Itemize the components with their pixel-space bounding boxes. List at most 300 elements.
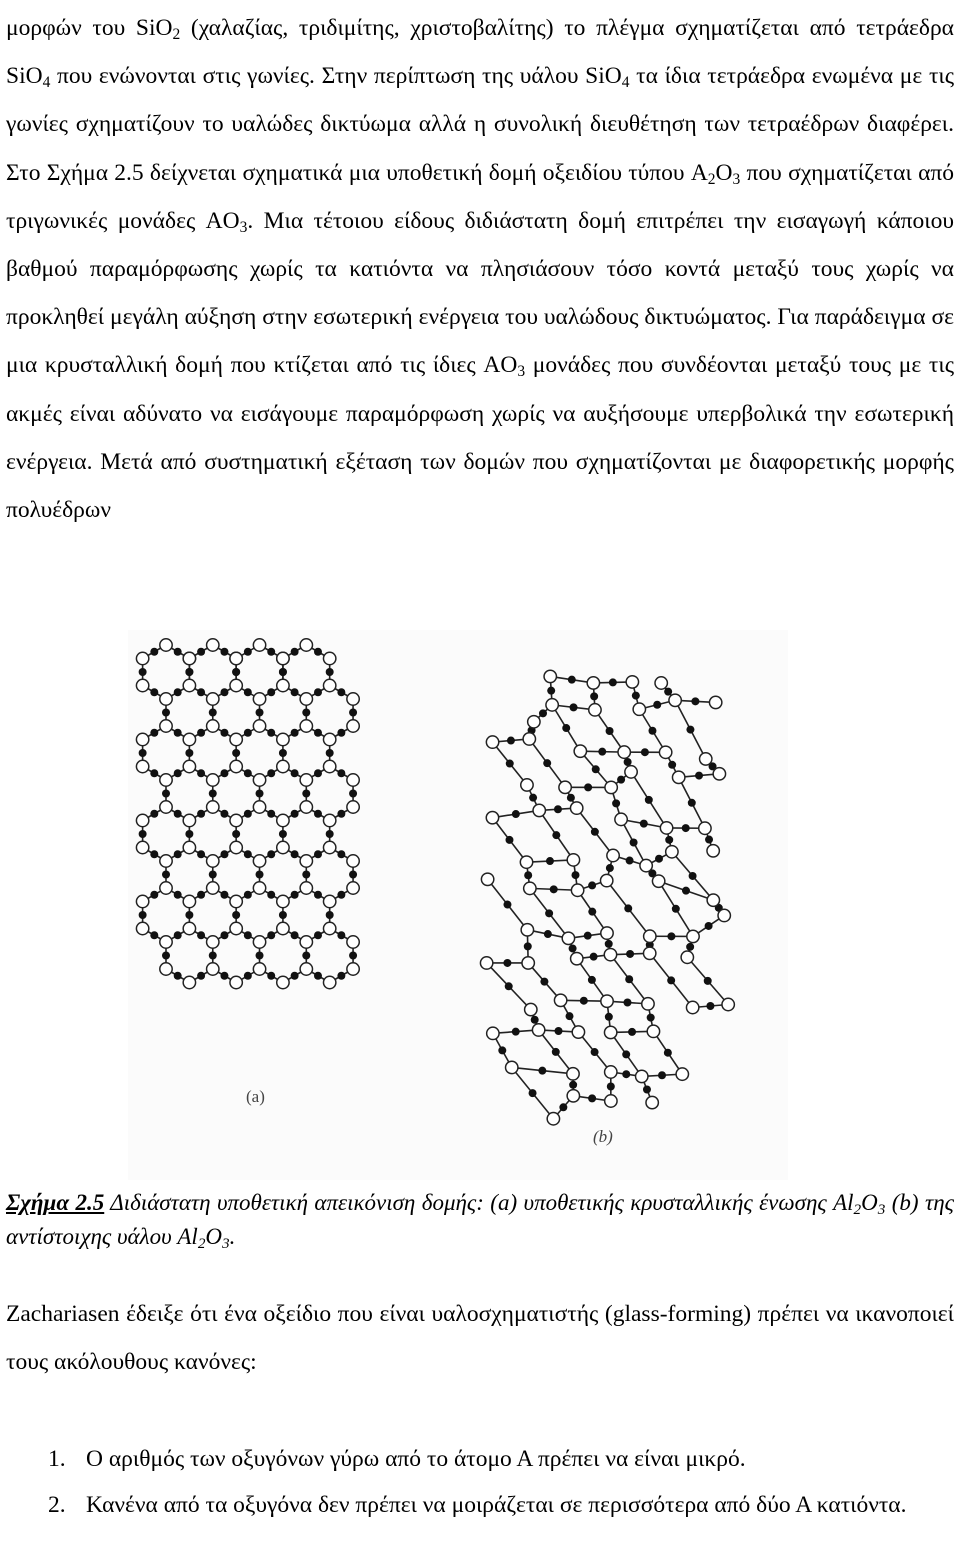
oxygen-atom <box>277 652 289 664</box>
oxygen-atom <box>589 704 601 716</box>
cation-atom <box>197 850 205 858</box>
cation-atom <box>705 836 713 844</box>
figure-background <box>128 630 788 1180</box>
oxygen-atom <box>183 814 195 826</box>
oxygen-atom <box>544 670 556 682</box>
cation-atom <box>539 709 547 717</box>
oxygen-atom <box>183 841 195 853</box>
cation-atom <box>174 810 182 818</box>
rule-text: Κανένα από τα οξυγόνα δεν πρέπει να μοιράζεται σε περισσότερα από δύο Α κατιόντα. <box>86 1492 907 1518</box>
cation-atom <box>337 972 345 980</box>
oxygen-atom <box>520 856 532 868</box>
oxygen-atom <box>570 802 582 814</box>
oxygen-atom <box>253 693 265 705</box>
cation-atom <box>695 772 703 780</box>
cation-atom <box>326 749 334 757</box>
oxygen-atom <box>160 774 172 786</box>
oxygen-atom <box>277 922 289 934</box>
subscript: 3 <box>732 170 741 188</box>
oxygen-atom <box>347 936 359 948</box>
oxygen-atom <box>323 976 335 988</box>
oxygen-atom <box>722 998 734 1010</box>
oxygen-atom <box>707 894 719 906</box>
oxygen-atom <box>183 679 195 691</box>
cation-atom <box>267 648 275 656</box>
cation-atom <box>220 729 228 737</box>
oxygen-atom <box>669 694 681 706</box>
oxygen-atom <box>300 693 312 705</box>
subscript: 3 <box>222 1234 230 1252</box>
oxygen-atom <box>486 736 498 748</box>
cation-atom <box>606 864 614 872</box>
oxygen-atom <box>253 774 265 786</box>
cation-atom <box>524 871 532 879</box>
cation-atom <box>302 709 310 717</box>
oxygen-atom <box>160 801 172 813</box>
cation-atom <box>197 769 205 777</box>
cation-atom <box>628 1028 636 1036</box>
cation-atom <box>672 905 680 913</box>
cation-atom <box>640 820 648 828</box>
oxygen-atom <box>601 995 613 1007</box>
cation-atom <box>624 904 632 912</box>
cation-atom <box>279 830 287 838</box>
oxygen-atom <box>347 774 359 786</box>
oxygen-atom <box>506 1061 518 1073</box>
cation-atom <box>505 836 513 844</box>
oxygen-atom <box>699 822 711 834</box>
cation-atom <box>139 830 147 838</box>
cation-atom <box>314 931 322 939</box>
cation-atom <box>256 952 264 960</box>
oxygen-atom <box>277 733 289 745</box>
text-run: τα ίδια τετράεδρα ενωμένα με τις γωνίες σχηματίζουν το υαλώδες δικτύωμα αλλά η συνολική διευθέτηση των τετραέδρων διαφέρει. Στο Σχήμα 2.5 δείχνεται σχηματικά μια υποθετική δομή οξειδίου τύπου A <box>6 63 955 186</box>
oxygen-atom <box>230 841 242 853</box>
oxygen-atom <box>230 733 242 745</box>
cation-atom <box>244 688 252 696</box>
cation-atom <box>588 976 596 984</box>
cation-atom <box>291 891 299 899</box>
oxygen-atom <box>571 952 583 964</box>
cation-atom <box>554 805 562 813</box>
oxygen-atom <box>230 922 242 934</box>
subscript: 3 <box>877 1200 886 1218</box>
cation-atom <box>326 830 334 838</box>
oxygen-atom <box>615 813 627 825</box>
oxygen-atom <box>601 927 613 939</box>
cation-atom <box>244 891 252 899</box>
oxygen-atom <box>253 855 265 867</box>
oxygen-atom <box>523 733 535 745</box>
cation-atom <box>624 758 632 766</box>
oxygen-atom <box>567 854 579 866</box>
oxygen-atom <box>183 895 195 907</box>
oxygen-atom <box>574 745 586 757</box>
oxygen-atom <box>676 1068 688 1080</box>
cation-atom <box>232 911 240 919</box>
oxygen-atom <box>277 814 289 826</box>
cation-atom <box>220 931 228 939</box>
oxygen-atom <box>572 1026 584 1038</box>
oxygen-atom <box>207 720 219 732</box>
cation-atom <box>664 688 672 696</box>
oxygen-atom <box>600 874 612 886</box>
oxygen-atom <box>136 814 148 826</box>
oxygen-atom <box>160 720 172 732</box>
oxygen-atom <box>300 774 312 786</box>
subscript: 4 <box>621 74 630 92</box>
text-run: O <box>715 159 733 186</box>
oxygen-atom <box>300 801 312 813</box>
cation-atom <box>550 885 558 893</box>
oxygen-atom <box>686 1001 698 1013</box>
oxygen-atom <box>230 679 242 691</box>
cation-atom <box>174 972 182 980</box>
cation-atom <box>150 810 158 818</box>
body-paragraph-2: Zachariasen έδειξε ότι ένα οξείδιο που είναι υαλοσχηματιστής (glass-forming) πρέπει να ικανοποιεί τους ακόλουθους κανόνες: <box>6 1301 954 1375</box>
oxygen-atom <box>567 1090 579 1102</box>
cation-atom <box>349 871 357 879</box>
oxygen-atom <box>183 733 195 745</box>
cation-atom <box>174 688 182 696</box>
oxygen-atom <box>605 781 617 793</box>
oxygen-atom <box>643 947 655 959</box>
cation-atom <box>512 810 520 818</box>
oxygen-atom <box>207 774 219 786</box>
cation-atom <box>617 776 625 784</box>
oxygen-atom <box>323 733 335 745</box>
cation-atom <box>314 729 322 737</box>
cation-atom <box>349 709 357 717</box>
oxygen-atom <box>481 873 493 885</box>
oxygen-atom <box>136 652 148 664</box>
cation-atom <box>302 952 310 960</box>
cation-atom <box>267 769 275 777</box>
cation-atom <box>279 668 287 676</box>
oxygen-atom <box>253 882 265 894</box>
cation-atom <box>314 891 322 899</box>
oxygen-atom <box>605 1095 617 1107</box>
cation-atom <box>655 855 663 863</box>
oxygen-atom <box>136 895 148 907</box>
oxygen-atom <box>323 760 335 772</box>
cation-atom <box>503 901 511 909</box>
oxygen-atom <box>347 720 359 732</box>
cation-atom <box>506 760 514 768</box>
cation-atom <box>267 850 275 858</box>
cation-atom <box>590 692 598 700</box>
oxygen-atom <box>607 849 619 861</box>
oxygen-atom <box>347 693 359 705</box>
oxygen-atom <box>136 760 148 772</box>
oxygen-atom <box>300 936 312 948</box>
oxygen-atom <box>253 936 265 948</box>
oxygen-atom <box>183 652 195 664</box>
cation-atom <box>256 871 264 879</box>
cation-atom <box>162 709 170 717</box>
cation-atom <box>552 1048 560 1056</box>
cation-atom <box>531 1016 539 1024</box>
cation-atom <box>209 790 217 798</box>
cation-atom <box>337 810 345 818</box>
cation-atom <box>337 688 345 696</box>
cation-atom <box>544 930 552 938</box>
oxygen-atom <box>652 875 664 887</box>
cation-atom <box>220 972 228 980</box>
cation-atom <box>546 857 554 865</box>
text-run: . Μια τέτοιου είδους διδιάστατη δομή επιτρέπει την εισαγωγή κάποιου βαθμού παραμόρφωσης χωρίς τα κατιόντα να πλησιάσουν τόσο κοντά μεταξύ τους χωρίς να προκληθεί μεγάλη αύξηση στην εσωτερική ενέργεια του υαλώδους δικτυώματος. Για παράδειγμα σε μια κρυσταλλική δομή που κτίζεται από τις ίδιες AO <box>6 207 954 379</box>
cation-atom <box>244 810 252 818</box>
oxygen-atom <box>253 720 265 732</box>
text-run: που ενώνονται στις γωνίες. Στην περίπτωση της υάλου SiO <box>50 63 622 90</box>
oxygen-atom <box>347 963 359 975</box>
cation-atom <box>256 709 264 717</box>
oxygen-atom <box>347 882 359 894</box>
cation-atom <box>197 688 205 696</box>
oxygen-atom <box>532 1024 544 1036</box>
cation-atom <box>150 850 158 858</box>
cation-atom <box>705 922 713 930</box>
oxygen-atom <box>160 855 172 867</box>
cation-atom <box>584 932 592 940</box>
cation-atom <box>337 850 345 858</box>
figure-caption <box>6 1186 954 1254</box>
cation-atom <box>139 911 147 919</box>
network-structure-illustration <box>128 630 788 1180</box>
oxygen-atom <box>604 1026 616 1038</box>
cation-atom <box>162 952 170 960</box>
oxygen-atom <box>707 845 719 857</box>
oxygen-atom <box>207 801 219 813</box>
cation-atom <box>326 911 334 919</box>
cation-atom <box>591 1048 599 1056</box>
cation-atom <box>623 998 631 1006</box>
caption-figure-number: Σχήμα 2.5 <box>6 1190 105 1215</box>
oxygen-atom <box>323 652 335 664</box>
cation-atom <box>174 729 182 737</box>
oxygen-atom <box>230 976 242 988</box>
cation-atom <box>512 1028 520 1036</box>
cation-atom <box>630 838 638 846</box>
cation-atom <box>682 887 690 895</box>
cation-atom <box>232 830 240 838</box>
oxygen-atom <box>136 679 148 691</box>
cation-atom <box>682 824 690 832</box>
oxygen-atom <box>207 936 219 948</box>
cation-atom <box>643 1085 651 1093</box>
oxygen-atom <box>160 693 172 705</box>
oxygen-atom <box>136 733 148 745</box>
oxygen-atom <box>277 679 289 691</box>
oxygen-atom <box>207 855 219 867</box>
cation-atom <box>220 688 228 696</box>
cation-atom <box>529 794 537 802</box>
cation-atom <box>314 769 322 777</box>
oxygen-atom <box>625 766 637 778</box>
cation-atom <box>302 790 310 798</box>
oxygen-atom <box>618 746 630 758</box>
cation-atom <box>524 942 532 950</box>
cation-atom <box>622 1050 630 1058</box>
oxygen-atom <box>681 951 693 963</box>
cation-atom <box>267 972 275 980</box>
subscript: 2 <box>172 25 181 43</box>
rule-number: 2. <box>48 1492 66 1518</box>
oxygen-atom <box>525 1003 537 1015</box>
subscript: 4 <box>42 74 51 92</box>
cation-atom <box>647 1014 655 1022</box>
cation-atom <box>267 891 275 899</box>
cation-atom <box>588 1094 596 1102</box>
text-run: (χαλαζίας, τριδιμίτης, χριστοβαλίτης) το πλέγμα σχηματίζεται από τετράεδρα SiO <box>6 15 954 90</box>
cation-atom <box>606 727 614 735</box>
cation-atom <box>686 726 694 734</box>
oxygen-atom <box>700 753 712 765</box>
cation-atom <box>139 668 147 676</box>
oxygen-atom <box>521 779 533 791</box>
cation-atom <box>197 810 205 818</box>
oxygen-atom <box>528 716 540 728</box>
cation-atom <box>559 1103 567 1111</box>
cation-atom <box>314 850 322 858</box>
oxygen-atom <box>633 703 645 715</box>
oxygen-atom <box>604 948 616 960</box>
cation-atom <box>686 943 694 951</box>
cation-atom <box>314 688 322 696</box>
cation-atom <box>706 1002 714 1010</box>
oxygen-atom <box>160 639 172 651</box>
cation-atom <box>691 697 699 705</box>
oxygen-atom <box>230 760 242 772</box>
cation-atom <box>174 769 182 777</box>
cation-atom <box>667 976 675 984</box>
oxygen-atom <box>642 998 654 1010</box>
cation-atom <box>337 931 345 939</box>
oxygen-atom <box>521 924 533 936</box>
oxygen-atom <box>183 922 195 934</box>
oxygen-atom <box>230 895 242 907</box>
cation-atom <box>302 871 310 879</box>
oxygen-atom <box>136 922 148 934</box>
rule-item <box>48 1436 954 1482</box>
cation-atom <box>569 1081 577 1089</box>
cation-atom <box>555 1027 563 1035</box>
cation-atom <box>150 931 158 939</box>
cation-atom <box>220 891 228 899</box>
oxygen-atom <box>718 909 730 921</box>
cation-atom <box>197 891 205 899</box>
oxygen-atom <box>323 814 335 826</box>
cation-atom <box>609 678 617 686</box>
cation-atom <box>291 931 299 939</box>
cation-atom <box>185 830 193 838</box>
cation-atom <box>279 749 287 757</box>
cation-atom <box>174 931 182 939</box>
cation-atom <box>150 648 158 656</box>
oxygen-atom <box>646 1096 658 1108</box>
cation-atom <box>162 871 170 879</box>
oxygen-atom <box>587 677 599 689</box>
oxygen-atom <box>253 801 265 813</box>
cation-atom <box>267 931 275 939</box>
cation-atom <box>197 972 205 980</box>
cation-atom <box>529 1089 537 1097</box>
subscript: 2 <box>853 1200 862 1218</box>
oxygen-atom <box>183 760 195 772</box>
text-run: Διδιάστατη υποθετική απεικόνιση δομής: (a) υποθετικής κρυσταλλικής ένωσης Al <box>104 1190 854 1215</box>
cation-atom <box>588 881 596 889</box>
oxygen-atom <box>522 957 534 969</box>
rule-number: 1. <box>48 1446 66 1472</box>
cation-atom <box>605 1013 613 1021</box>
oxygen-atom <box>644 930 656 942</box>
subscript: 2 <box>197 1234 206 1252</box>
cation-atom <box>570 703 578 711</box>
cation-atom <box>568 676 576 684</box>
cation-atom <box>688 799 696 807</box>
cation-atom <box>197 648 205 656</box>
cation-atom <box>267 729 275 737</box>
body-paragraph-1 <box>6 4 954 534</box>
text-run: μορφών του SiO <box>6 15 173 41</box>
oxygen-atom <box>636 1070 648 1082</box>
cation-atom <box>584 783 592 791</box>
cation-atom <box>291 810 299 818</box>
cation-atom <box>588 908 596 916</box>
oxygen-atom <box>277 976 289 988</box>
cation-atom <box>220 769 228 777</box>
cation-atom <box>653 701 661 709</box>
oxygen-atom <box>605 1066 617 1078</box>
cation-atom <box>605 940 613 948</box>
cation-atom <box>291 769 299 777</box>
oxygen-atom <box>300 720 312 732</box>
oxygen-atom <box>347 855 359 867</box>
oxygen-atom <box>647 1025 659 1037</box>
oxygen-atom <box>253 963 265 975</box>
cation-atom <box>139 749 147 757</box>
cation-atom <box>220 850 228 858</box>
oxygen-atom <box>160 936 172 948</box>
oxygen-atom <box>160 882 172 894</box>
oxygen-atom <box>567 1068 579 1080</box>
cation-atom <box>244 648 252 656</box>
cation-atom <box>337 729 345 737</box>
cation-atom <box>545 909 553 917</box>
cation-atom <box>209 871 217 879</box>
oxygen-atom <box>183 976 195 988</box>
oxygen-atom <box>559 781 571 793</box>
cation-atom <box>314 810 322 818</box>
oxygen-atom <box>480 957 492 969</box>
cation-atom <box>580 997 588 1005</box>
oxygen-atom <box>207 693 219 705</box>
cation-atom <box>209 952 217 960</box>
oxygen-atom <box>659 746 671 758</box>
oxygen-atom <box>486 811 498 823</box>
cation-atom <box>197 931 205 939</box>
oxygen-atom <box>571 884 583 896</box>
cation-atom <box>626 857 634 865</box>
oxygen-atom <box>207 963 219 975</box>
cation-atom <box>632 692 640 700</box>
oxygen-atom <box>277 895 289 907</box>
cation-atom <box>279 911 287 919</box>
cation-atom <box>349 790 357 798</box>
oxygen-atom <box>660 822 672 834</box>
cation-atom <box>150 891 158 899</box>
oxygen-atom <box>323 895 335 907</box>
